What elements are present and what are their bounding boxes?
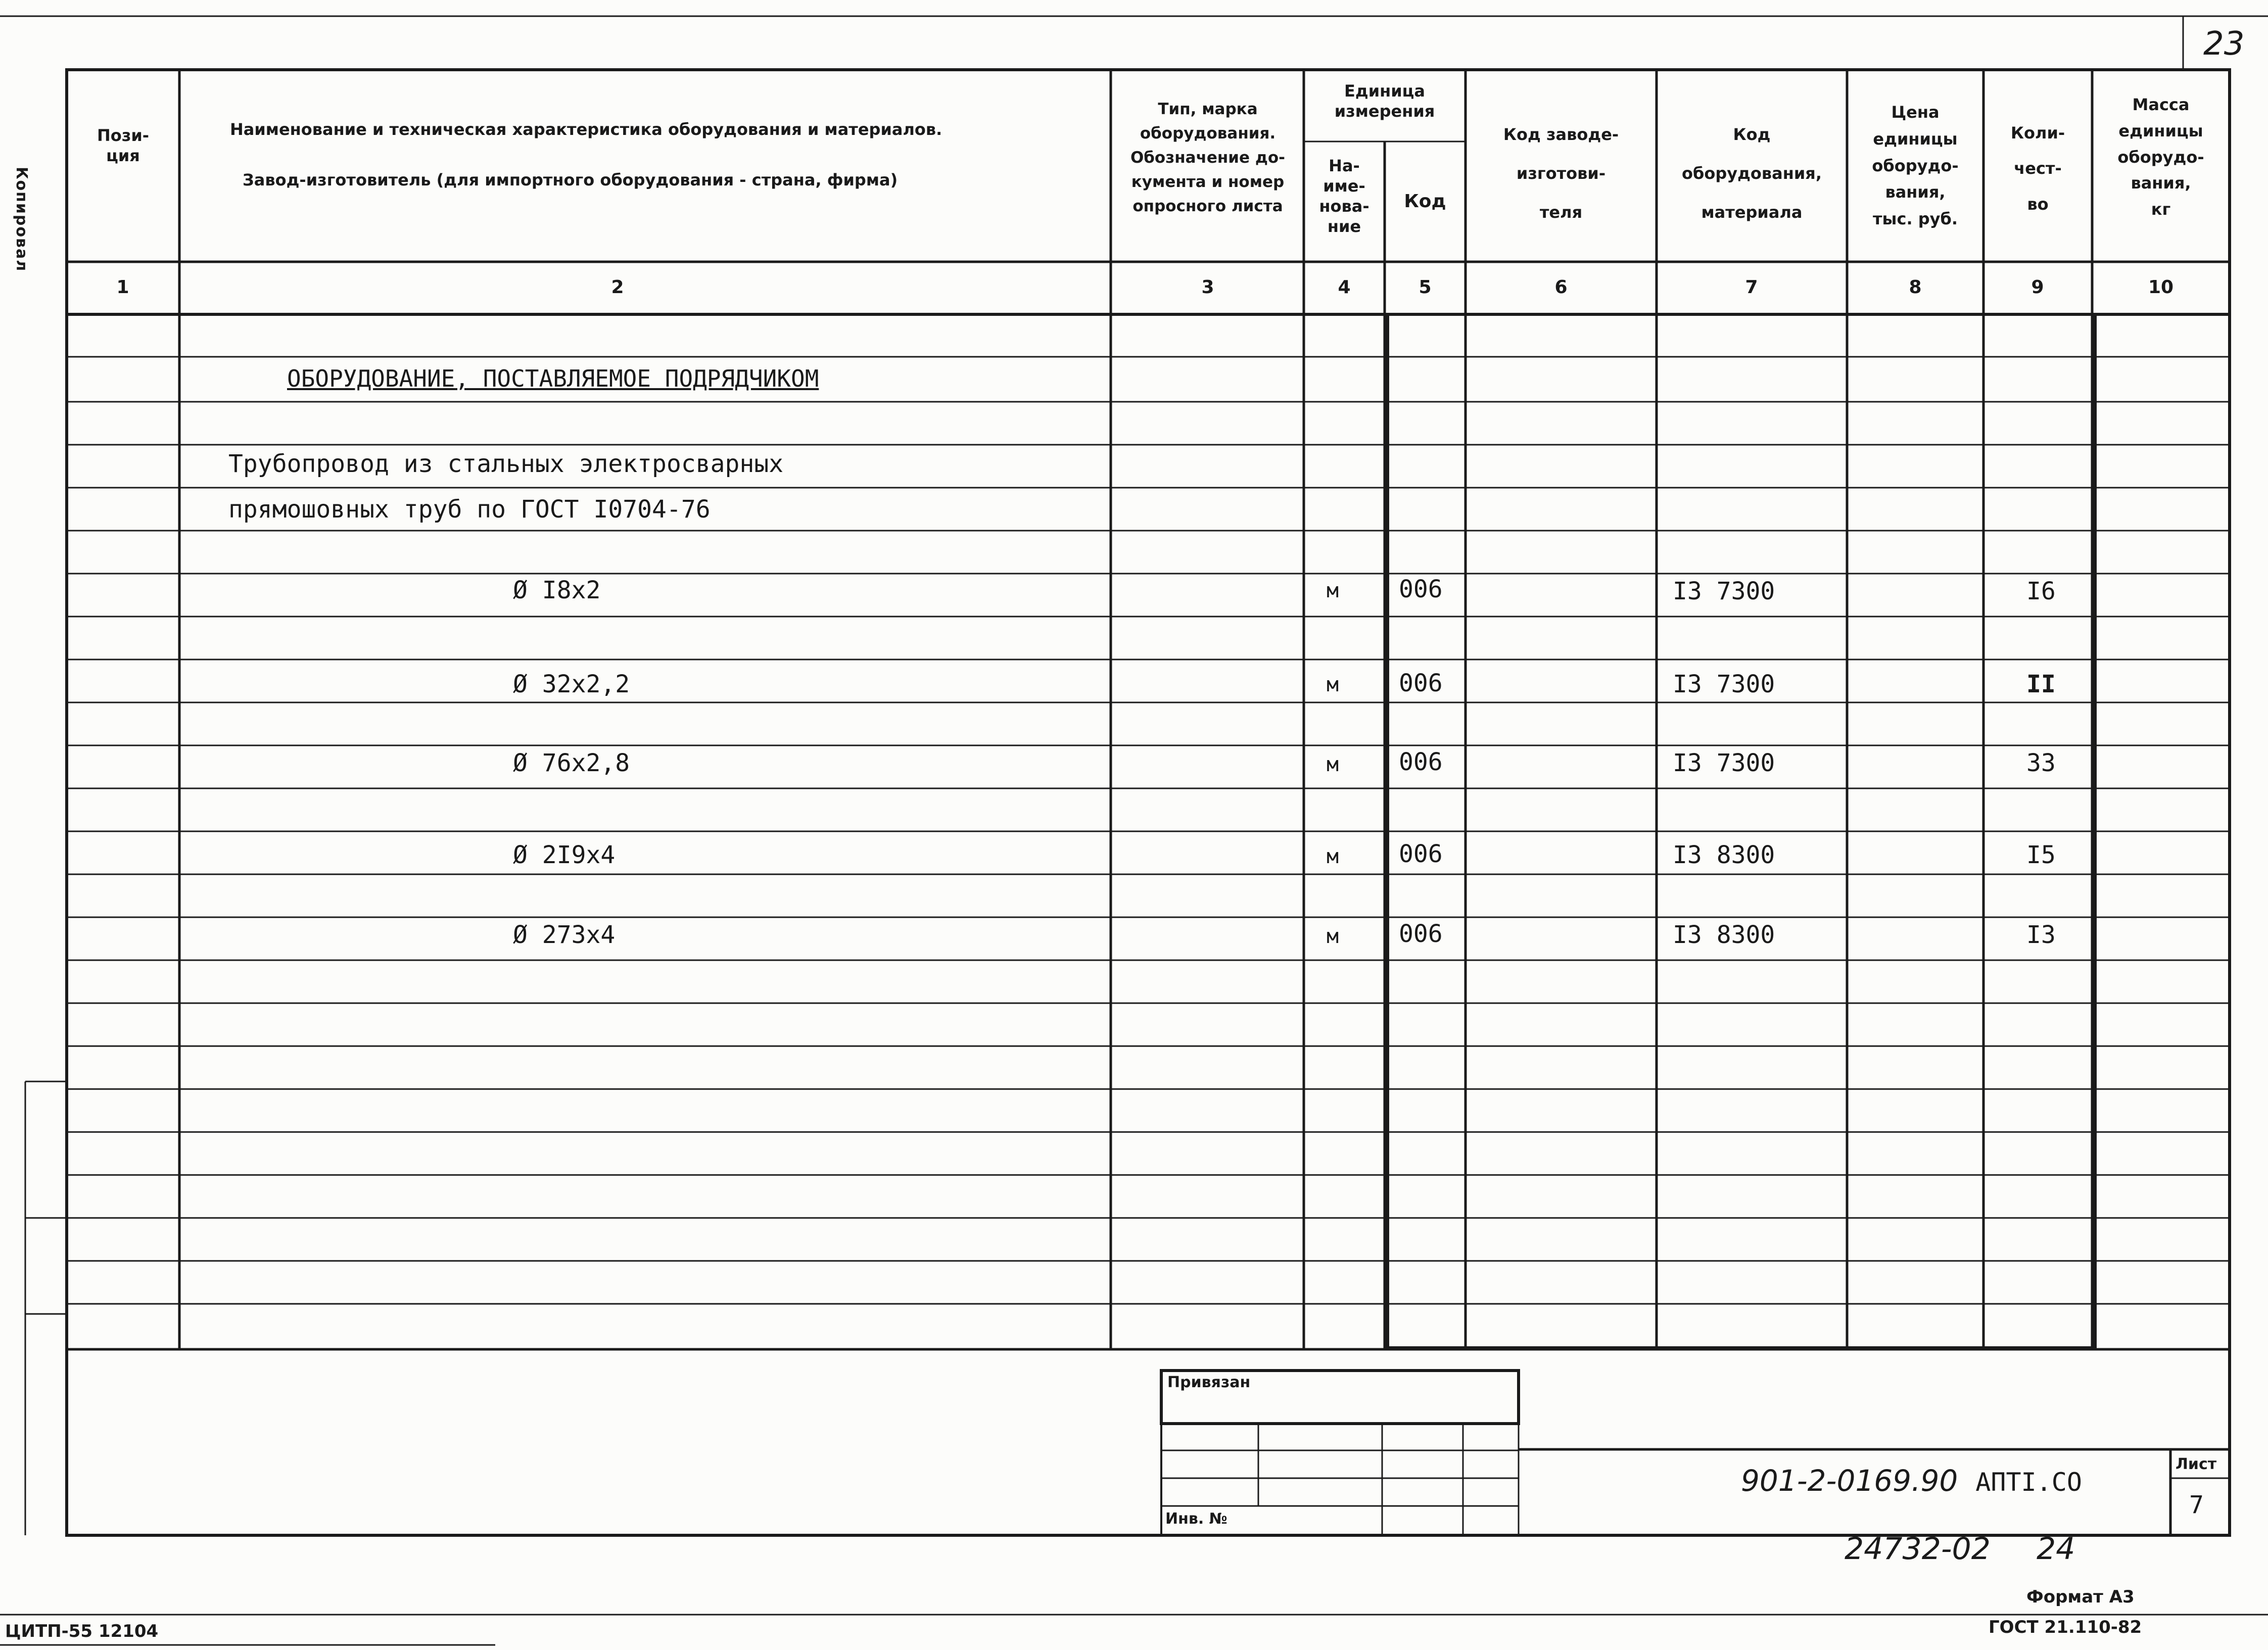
- row-1-unit-code: 006: [1399, 575, 1443, 603]
- row-2-unit: м: [1327, 673, 1339, 696]
- column-number-7: 7: [1745, 277, 1758, 298]
- row-1-name: Ø I8x2: [513, 576, 601, 604]
- row-5-material-code: I3 8300: [1673, 921, 1775, 949]
- document-code-typed: АПТI.СО: [1975, 1468, 2082, 1497]
- format-label: Формат А3: [2026, 1587, 2135, 1607]
- header-unit-group: Единица измерения: [1334, 81, 1435, 121]
- column-number-5: 5: [1419, 277, 1432, 298]
- section-title: ОБОРУДОВАНИЕ, ПОСТАВЛЯЕМОЕ ПОДРЯДЧИКОМ: [287, 365, 819, 392]
- row-2-quantity: II: [2026, 670, 2056, 698]
- row-2-name: Ø 32x2,2: [513, 670, 630, 698]
- column-number-2: 2: [611, 277, 624, 298]
- document-code: [1741, 1464, 2082, 1498]
- row-4-unit-code: 006: [1399, 840, 1443, 868]
- inventory-number-label: Инв. №: [1165, 1510, 1227, 1528]
- row-5-unit-code: 006: [1399, 920, 1443, 948]
- row-1-material-code: I3 7300: [1673, 577, 1775, 605]
- row-2-material-code: I3 7300: [1673, 670, 1775, 698]
- header-unit-price: Цена единицы оборудо- вания, тыс. руб.: [1872, 103, 1959, 229]
- row-3-unit-code: 006: [1399, 748, 1443, 776]
- header-name-line2: Завод-изготовитель (для импортного оборудования - страна, фирма): [243, 170, 898, 190]
- header-type: Тип, марка оборудования. Обозначение до- кумента и номер опросного листа: [1130, 100, 1286, 216]
- column-number-10: 10: [2148, 277, 2174, 298]
- header-unit-code: Код: [1404, 191, 1446, 212]
- left-margin-label: Копировал: [13, 167, 30, 272]
- description-line2: прямошовных труб по ГОСТ I0704-76: [228, 495, 711, 524]
- column-number-3: 3: [1201, 277, 1214, 298]
- archive-page: 24: [2037, 1531, 2075, 1567]
- row-3-material-code: I3 7300: [1673, 749, 1775, 777]
- document-code-handwritten: 901-2-0169.90: [1741, 1464, 1958, 1498]
- header-unit-name: На- име- нова- ние: [1319, 156, 1369, 236]
- description-line1: Трубопровод из стальных электросварных: [228, 450, 784, 478]
- row-3-unit: м: [1327, 753, 1339, 776]
- row-3-name: Ø 76x2,8: [513, 749, 630, 777]
- header-name-line1: Наименование и техническая характеристика оборудования и материалов.: [230, 120, 942, 139]
- header-position: Пози- ция: [97, 126, 150, 165]
- privyazan-label: Привязан: [1167, 1374, 1251, 1391]
- column-number-1: 1: [116, 277, 129, 298]
- sheet-number: 7: [2189, 1491, 2204, 1519]
- column-number-8: 8: [1909, 277, 1922, 298]
- row-4-material-code: I3 8300: [1673, 841, 1775, 869]
- header-manufacturer-code: Код заводе- изготови- теля: [1503, 125, 1619, 222]
- row-4-quantity: I5: [2026, 841, 2056, 869]
- row-4-name: Ø 2I9x4: [513, 841, 616, 869]
- row-5-quantity: I3: [2026, 921, 2056, 949]
- footer-left-code: ЦИТП-55 12104: [5, 1621, 159, 1641]
- row-3-quantity: 33: [2026, 749, 2056, 777]
- sheet-corner-number: 23: [2203, 25, 2245, 63]
- gost-label: ГОСТ 21.110-82: [1989, 1617, 2142, 1637]
- archive-number: 24732-02: [1845, 1531, 1991, 1567]
- column-number-4: 4: [1338, 277, 1351, 298]
- header-unit-mass: Масса единицы оборудо- вания, кг: [2117, 95, 2204, 219]
- row-1-unit: м: [1327, 579, 1339, 602]
- column-number-6: 6: [1554, 277, 1568, 298]
- row-1-quantity: I6: [2026, 577, 2056, 605]
- row-5-unit: м: [1327, 925, 1339, 948]
- header-material-code: Код оборудования, материала: [1682, 125, 1822, 222]
- column-number-9: 9: [2031, 277, 2044, 298]
- header-quantity: Коли- чест- во: [2010, 123, 2065, 214]
- row-2-unit-code: 006: [1399, 669, 1443, 697]
- row-4-unit: м: [1327, 845, 1339, 868]
- sheet-label: Лист: [2176, 1455, 2217, 1473]
- row-5-name: Ø 273x4: [513, 921, 616, 949]
